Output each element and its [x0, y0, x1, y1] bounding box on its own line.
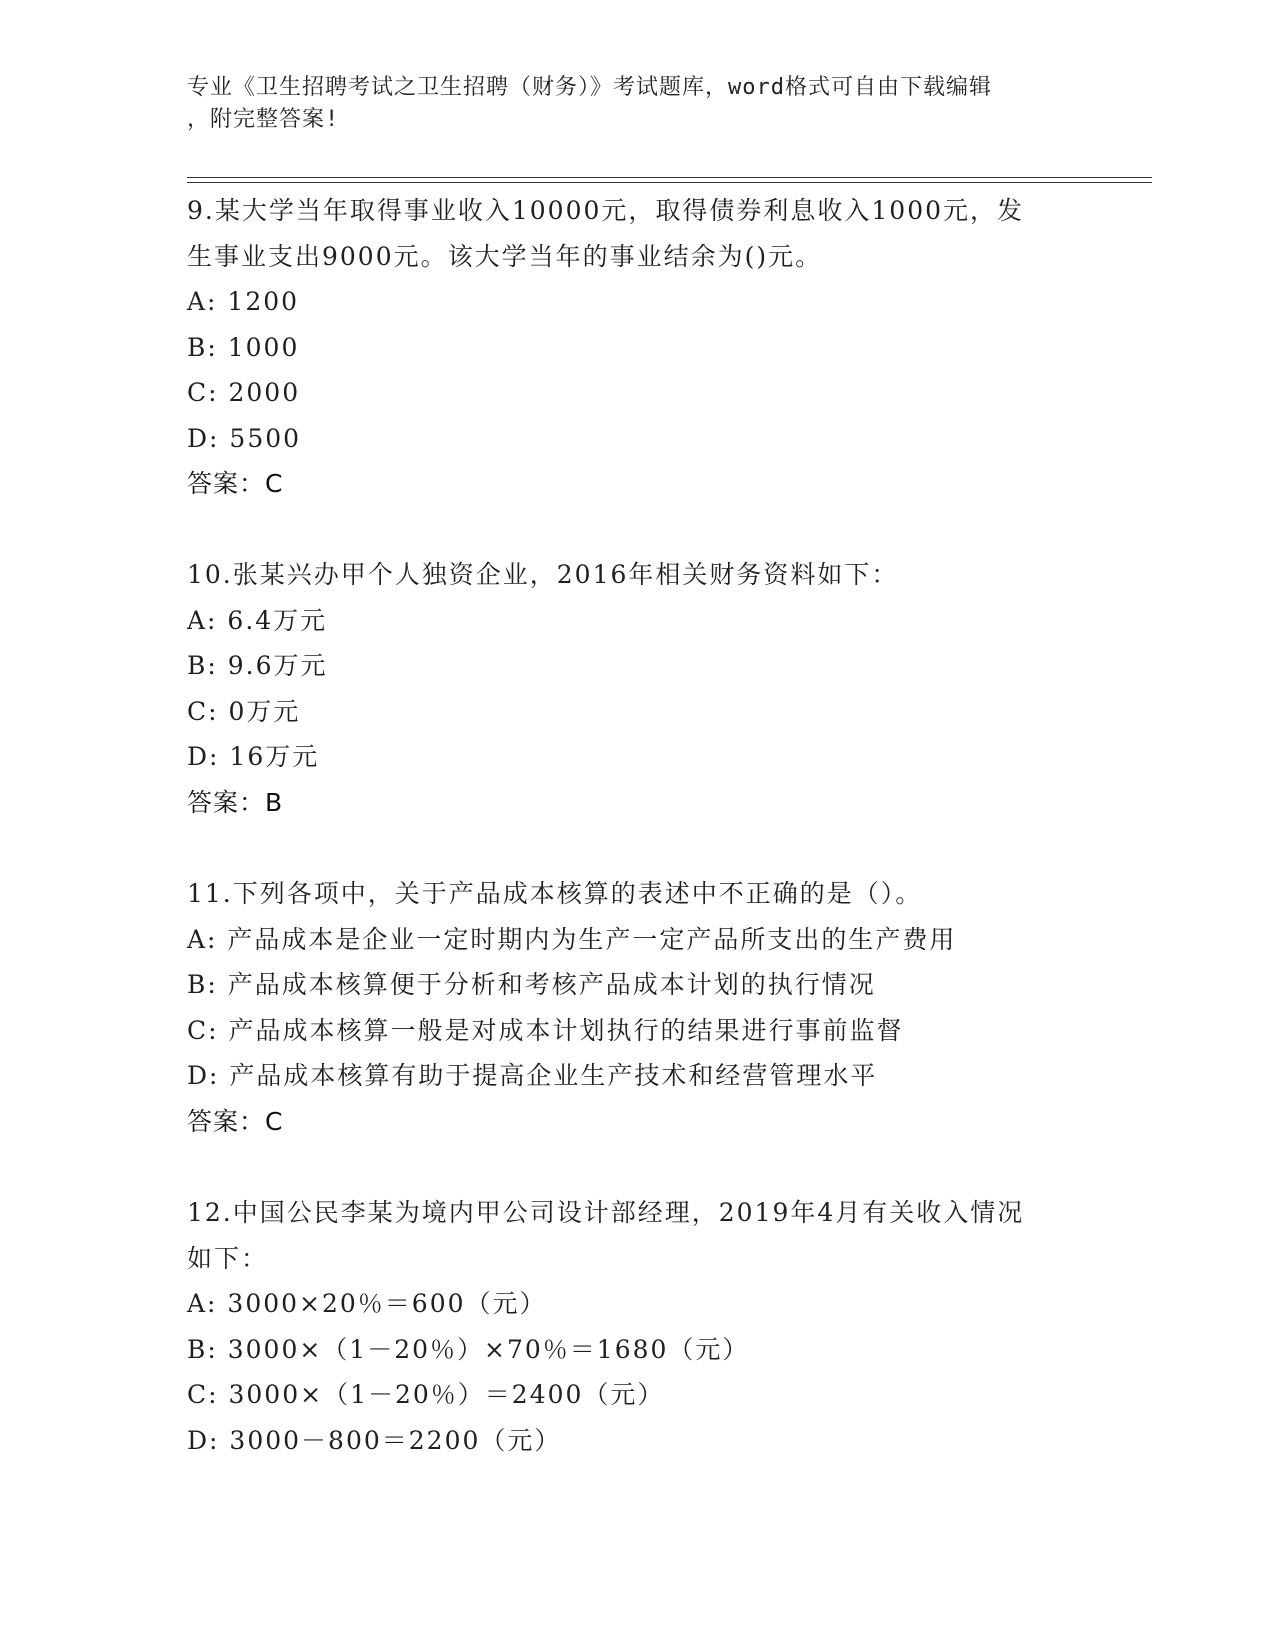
option-d: D: 16万元 [187, 742, 320, 771]
document-header [187, 72, 1067, 136]
option-c: C: 0万元 [187, 696, 301, 726]
question-11 [187, 871, 1087, 1144]
answer: 答案：B [187, 787, 284, 817]
option-b: B: 1000 [187, 332, 300, 362]
option-d: D: 5500 [187, 423, 302, 453]
header-line: ，附完整答案! [187, 107, 340, 132]
option-c: C: 3000×（1－20％）＝2400（元） [187, 1380, 665, 1409]
question-stem: 12.中国公民李某为境内甲公司设计部经理，2019年4月有关收入情况 [187, 1198, 1025, 1227]
option-b: B: 9.6万元 [187, 651, 328, 680]
question-10 [187, 552, 1087, 825]
header-divider [187, 177, 1152, 178]
header-divider [187, 182, 1152, 183]
option-a: A: 产品成本是企业一定时期内为生产一定产品所支出的生产费用 [187, 924, 957, 954]
option-d: D: 产品成本核算有助于提高企业生产技术和经营管理水平 [187, 1061, 878, 1090]
question-stem: 10.张某兴办甲个人独资企业，2016年相关财务资料如下： [187, 560, 899, 589]
question-stem: 生事业支出9000元。该大学当年的事业结余为()元。 [187, 241, 823, 271]
option-c: C: 产品成本核算一般是对成本计划执行的结果进行事前监督 [187, 1015, 904, 1045]
answer: 答案：C [187, 1106, 284, 1136]
question-stem: 11.下列各项中，关于产品成本核算的表述中不正确的是（）。 [187, 879, 923, 908]
option-a: A: 1200 [187, 287, 300, 316]
option-d: D: 3000－800＝2200（元） [187, 1425, 562, 1455]
question-stem: 如下： [187, 1243, 269, 1273]
option-c: C: 2000 [187, 378, 301, 407]
answer: 答案：C [187, 469, 284, 498]
question-stem: 9.某大学当年取得事业收入10000元，取得债券利息收入1000元，发 [187, 196, 1025, 225]
option-a: A: 3000×20％＝600（元） [187, 1289, 547, 1318]
option-a: A: 6.4万元 [187, 605, 328, 635]
question-12 [187, 1190, 1087, 1463]
header-line: 专业《卫生招聘考试之卫生招聘（财务）》考试题库，word格式可自由下载编辑 [187, 75, 992, 100]
option-b: B: 产品成本核算便于分析和考核产品成本计划的执行情况 [187, 970, 876, 999]
option-b: B: 3000×（1－20％）×70％＝1680（元） [187, 1334, 750, 1364]
question-9 [187, 188, 1087, 507]
